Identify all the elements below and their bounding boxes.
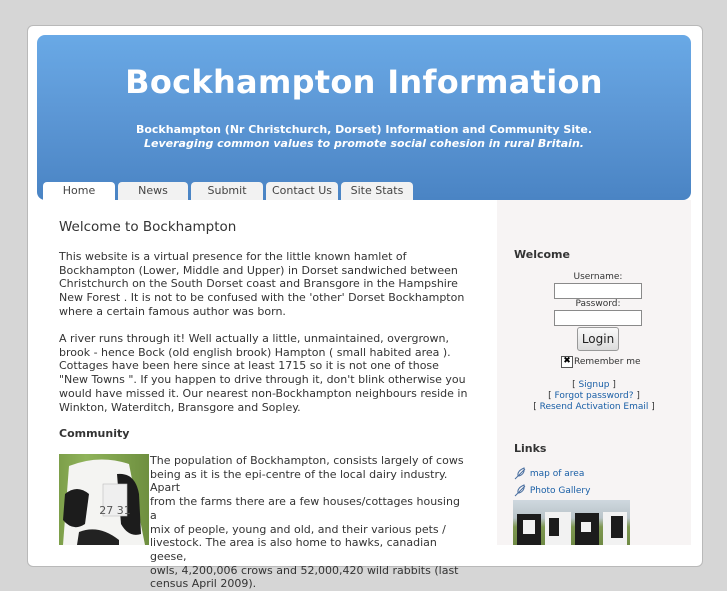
link-photo-gallery[interactable] xyxy=(514,484,590,497)
resend-row: [ Resend Activation Email ] xyxy=(533,402,655,412)
password-input[interactable] xyxy=(554,310,642,326)
links-heading: Links xyxy=(514,442,547,455)
remember-me-checkbox[interactable]: ✖ xyxy=(561,356,573,368)
welcome-heading: Welcome xyxy=(514,248,570,261)
community-line: being as it is the epi-centre of the local dairy industry. Apart xyxy=(150,467,448,495)
tab-submit-news[interactable]: Submit xyxy=(191,182,263,200)
site-header xyxy=(37,35,691,200)
remember-me-label: Remember me xyxy=(574,357,641,367)
tab-site-stats[interactable]: Site Stats xyxy=(341,182,413,200)
signup-row: [ Signup ] xyxy=(572,380,616,390)
community-line: census April 2009). xyxy=(150,577,257,591)
community-paragraph xyxy=(150,454,470,591)
tab-contact-us[interactable]: Contact Us xyxy=(266,182,338,200)
cow-photo xyxy=(59,454,149,545)
cows-illustration xyxy=(513,500,630,545)
resend-activation-link[interactable]: Resend Activation Email xyxy=(539,402,649,412)
tab-home[interactable]: Home xyxy=(43,182,115,200)
site-title[interactable]: Bockhampton Information xyxy=(125,63,603,101)
community-line: owls, 4,200,006 crows and 52,000,420 wild rabbits (last xyxy=(150,563,459,577)
photo-gallery-link[interactable]: Photo Gallery xyxy=(529,486,591,496)
community-line: from the farms there are a few houses/cottages housing a xyxy=(150,495,460,522)
river-paragraph: A river runs through it! Well actually a little, unmaintained, overgrown, brook - hence Bock (old english brook) Hampton ( small habited area ). Cottages have been here since at least 1715 so it is not one of those "New Towns ". If you happen to drive through it, don't blink otherwise you would have missed it. Our nearest non-Bockhampton neighbours reside in Winkton, Waterditch, Bransgore and Sopley. xyxy=(59,332,468,414)
tab-news[interactable]: News xyxy=(118,182,188,200)
username-label: Username: xyxy=(573,272,623,282)
forgot-row: [ Forgot password? ] xyxy=(548,391,640,401)
username-input[interactable] xyxy=(554,283,642,299)
community-line: livestock. The area is also home to hawks, canadian geese, xyxy=(150,536,437,563)
link-map-of-area[interactable] xyxy=(514,467,584,480)
intro-paragraph: This website is a virtual presence for the little known hamlet of Bockhampton (Lower, Middle and Upper) in Dorset sandwiched between Christchurch on the South Dorset coast and Bransgore in the Hampshire New Forest . It is not to be confused with the 'other' Dorset Bockhampton where a certain famous author was born. xyxy=(59,250,465,318)
cows-thumbnail[interactable] xyxy=(513,500,630,545)
forgot-password-link[interactable]: Forgot password? xyxy=(554,391,634,401)
page-title: Welcome to Bockhampton xyxy=(59,219,237,235)
password-label: Password: xyxy=(575,299,621,309)
signup-link[interactable]: Signup xyxy=(578,380,610,390)
site-subtitle: Bockhampton (Nr Christchurch, Dorset) Information and Community Site. xyxy=(135,123,593,136)
cow-illustration xyxy=(59,454,149,545)
login-button[interactable]: Login xyxy=(577,327,619,351)
feather-link-icon xyxy=(514,484,527,497)
map-of-area-link[interactable]: map of area xyxy=(529,469,585,479)
site-slogan: Leveraging common values to promote social cohesion in rural Britain. xyxy=(144,137,584,150)
community-line: mix of people, young and old, and their various pets / xyxy=(150,522,446,536)
cow-ear-tag: 27 31 xyxy=(99,504,131,517)
feather-link-icon xyxy=(514,467,527,480)
community-heading: Community xyxy=(59,427,130,440)
community-line: The population of Bockhampton, consists largely of cows xyxy=(150,454,464,467)
